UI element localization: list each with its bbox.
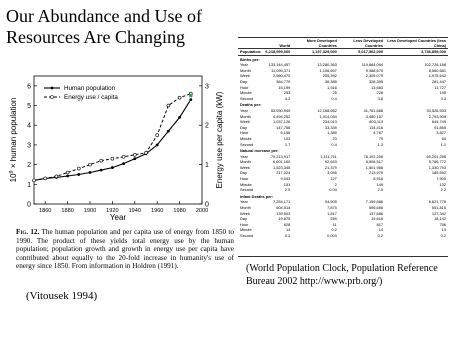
left-tick-label: 5 (27, 103, 31, 111)
table-cell: 0.2 (331, 227, 337, 233)
right-tick-label: 3 (205, 83, 209, 91)
table-row-label: Second (240, 95, 254, 101)
table-cell: 3.3 (440, 95, 446, 101)
table-cell: 0.2 (377, 233, 384, 238)
table-cell: 3,046 (327, 170, 337, 176)
table-cell: 149 (376, 181, 384, 187)
table-cell: 15,199 (278, 84, 291, 90)
table-cell: 253 (283, 90, 291, 96)
table-cell: 1,014,054 (319, 113, 337, 119)
table-cell: 2.2 (440, 187, 446, 193)
table-cell: 1,106,697 (319, 67, 337, 73)
table-cell: 0.2 (440, 233, 446, 238)
right-tick-label: 0 (205, 201, 209, 209)
table-row-label: Year (240, 199, 248, 205)
population-point (89, 171, 92, 174)
table-row-label: Year (240, 107, 248, 113)
table-cell: 9,043 (280, 176, 291, 182)
table-cell: 1.3 (377, 141, 384, 147)
table-cell: 4,494,252 (272, 113, 291, 119)
table-row-label: Minute (240, 181, 252, 187)
source-note: (World Population Clock, Population Reference Bureau 2002 http://www.prb.org/) (246, 263, 438, 287)
table-cell: 6,621,776 (428, 199, 446, 205)
table-row-label: Minute (240, 90, 252, 96)
table-row-label: Day (240, 216, 247, 222)
table-cell: 119,864,094 (361, 62, 384, 68)
table-cell: 281,447 (431, 78, 446, 84)
table-cell: 4,767 (373, 130, 384, 136)
table-cell: 102,726,168 (424, 62, 446, 68)
table-cell: 151 (283, 181, 291, 187)
table-row-label: Week (240, 73, 250, 79)
table-cell: 2,793,909 (428, 113, 446, 119)
table-cell: 228 (376, 90, 384, 96)
legend-label-population: Human population (64, 85, 116, 92)
left-axis-label (9, 98, 18, 183)
table-cell: 2,560,470 (272, 73, 291, 79)
table-cell: 0.04 (329, 187, 337, 193)
population-point (122, 162, 125, 165)
table-cell: 7,900 (436, 176, 446, 182)
table-column-header: More Developed Countries (292, 38, 339, 49)
population-row (238, 49, 448, 56)
population-point (100, 169, 103, 172)
table-cell: 147,756 (276, 124, 291, 130)
citation: (Vitousek 1994) (26, 290, 98, 302)
table-column-header: World (263, 38, 292, 49)
table-cell: 14 (378, 227, 384, 233)
section-title: Births per: (240, 56, 260, 62)
table-cell: 604,514 (276, 205, 291, 211)
table-cell: 234,013 (322, 119, 337, 125)
table-cell: 6,601,160 (272, 159, 291, 165)
table-cell: 13,280,363 (317, 62, 337, 68)
table-row-label: Month (240, 205, 251, 211)
table-cell: 803,113 (369, 119, 384, 125)
table-cell: 817 (376, 221, 384, 227)
table-cell: 2.5 (284, 187, 291, 193)
table-cell: 127 (330, 176, 337, 182)
left-tick-label: 2 (27, 162, 31, 170)
table-cell: 1.1 (440, 141, 446, 147)
table-cell: 6,508,517 (365, 159, 384, 165)
highlight-marker (189, 94, 193, 98)
chart-legend (44, 85, 118, 101)
table-cell: 1,523,345 (272, 164, 291, 170)
table-cell: 7,159,666 (365, 199, 384, 205)
table-cell: 13 (441, 227, 446, 233)
table-cell: 79,213,917 (270, 153, 291, 159)
table-cell: 213,979 (368, 170, 384, 176)
energy-point (66, 171, 69, 174)
table-cell: 1,197,329,000 (292, 49, 339, 56)
table-cell: 19,875 (278, 216, 291, 222)
population-point (133, 157, 136, 160)
population-point (77, 173, 80, 176)
population-clock-table (238, 37, 448, 257)
x-tick-label: 1940 (128, 208, 142, 214)
x-tick-label: 2000 (195, 208, 209, 214)
table-cell: 1.7 (284, 141, 291, 147)
caption-figure-label: Fig. 12. (16, 228, 40, 236)
table-row-label: Year (240, 62, 248, 68)
table-cell: 5,766,772 (428, 159, 446, 165)
table-cell: 18,142 (434, 216, 446, 222)
left-axis-label-text: × human population (9, 97, 18, 171)
x-axis-label: Year (109, 213, 127, 220)
table-cell: 1,516 (327, 84, 337, 90)
table-cell: 1,975,542 (428, 73, 446, 79)
table-cell: 8,560,681 (428, 67, 446, 73)
left-axis-label-base: 10 (9, 173, 18, 183)
energy-point (44, 177, 47, 180)
x-tick-label: 1880 (61, 208, 74, 214)
table-cell: 551,815 (431, 205, 446, 211)
section-title: Infant Deaths per: (240, 193, 274, 199)
table-header-row (238, 38, 448, 49)
table-cell: 756 (439, 221, 446, 227)
table-cell: 19,616 (371, 216, 384, 222)
table-row-label: Month (240, 159, 251, 165)
figure-caption (16, 228, 234, 271)
left-tick-label: 0 (27, 201, 31, 209)
table-cell: 33,339 (324, 124, 337, 130)
table-cell: 114,416 (369, 124, 384, 130)
table-cell: 3,827 (436, 130, 446, 136)
table-cell: 1,037,126 (272, 119, 291, 125)
table-section-header (238, 193, 448, 200)
section-title: Deaths per: (240, 102, 262, 108)
table-cell: 195 (439, 90, 446, 96)
table-cell: 1,501,966 (365, 164, 384, 170)
energy-point (178, 96, 181, 99)
table-cell: 189,592 (431, 170, 446, 176)
table-cell: 328,395 (368, 78, 384, 84)
population-point (167, 130, 170, 133)
table-row-label: Month (240, 67, 251, 73)
table-cell: 0.2 (284, 233, 291, 238)
table-cell: 91,855 (434, 124, 446, 130)
table-cell: 2,305,079 (365, 73, 384, 79)
table-cell: 137,686 (368, 210, 384, 216)
table-row-label: Second (240, 141, 254, 147)
energy-point (89, 163, 92, 166)
x-tick-label: 1900 (83, 208, 97, 214)
table-row-label: Week (240, 210, 250, 216)
table-cell: 103 (283, 135, 291, 141)
table-cell: 25 (332, 90, 337, 96)
table-cell: 0.4 (331, 95, 337, 101)
table-cell: 5,017,562,000 (339, 49, 385, 56)
population-point (111, 166, 114, 169)
energy-point (100, 159, 103, 162)
table-row-label: Day (240, 170, 247, 176)
table-cell: 41,761,688 (363, 107, 384, 113)
energy-point (133, 153, 136, 156)
x-tick-label: 1860 (38, 208, 52, 214)
table-cell: 6,218,999,000 (265, 49, 291, 54)
table-section-header (238, 101, 448, 108)
table-row-label: Population: (240, 49, 262, 54)
table-cell: 14 (285, 227, 291, 233)
population-table (238, 38, 448, 239)
table-cell: 64 (441, 135, 446, 141)
table-cell: 69,201,256 (426, 153, 446, 159)
table-cell: 94,505 (324, 199, 337, 205)
right-tick-label: 2 (205, 122, 209, 130)
table-row-label: Hour (240, 221, 249, 227)
table-cell: 36,385 (324, 78, 337, 84)
table-column-header: Less Developed Countries (339, 38, 385, 49)
energy-point (77, 167, 80, 170)
table-cell: 11,727 (434, 84, 446, 90)
table-cell: 1,111,711 (320, 153, 337, 159)
table-row-label: Week (240, 119, 250, 125)
population-point (66, 175, 69, 178)
table-cell: 2 (334, 181, 337, 187)
x-tick-label: 1980 (173, 208, 186, 214)
table-row-label: Day (240, 124, 247, 130)
table-cell: 9,988,675 (365, 67, 384, 73)
right-tick-label: 1 (205, 162, 209, 170)
table-cell: 8,916 (373, 176, 384, 182)
table-cell: 3,736,859,000 (385, 49, 448, 56)
table-cell: 644,749 (431, 119, 446, 125)
table-cell: 23 (332, 135, 337, 141)
table-cell: 255,392 (322, 73, 337, 79)
table-cell: 33,526,933 (426, 107, 446, 113)
table-cell: 21,379 (324, 164, 337, 170)
table-row-label: Minute (240, 135, 252, 141)
table-cell: 139,503 (276, 210, 291, 216)
legend-marker-population (51, 87, 54, 90)
table-cell: 364,779 (276, 78, 291, 84)
table-cell: 1,817 (327, 210, 337, 216)
chart-series (33, 92, 193, 182)
table-row-label: Second (240, 187, 254, 193)
plot-frame (34, 76, 202, 204)
table-cell: 2.5 (377, 187, 384, 193)
table-column-header: Less Developed Countries (less China) (385, 38, 448, 49)
table-cell: 3,480,157 (365, 113, 384, 119)
table-cell: 13,683 (371, 84, 384, 90)
table-row-label: Hour (240, 176, 249, 182)
table-cell: 0.003 (327, 233, 337, 238)
table-body (238, 49, 448, 239)
table-cell: 12,168,652 (317, 107, 337, 113)
table-cell: 1,330,793 (428, 164, 446, 170)
energy-point (33, 179, 36, 182)
table-row (238, 233, 448, 239)
x-tick-label: 1960 (150, 208, 164, 214)
left-tick-label: 1 (27, 181, 31, 189)
table-cell: 133,144,457 (268, 62, 291, 68)
x-tick-label: 1920 (106, 208, 119, 214)
table-cell: 78,102,206 (363, 153, 384, 159)
table-column-header (238, 38, 263, 49)
table-cell: 259 (330, 216, 337, 222)
table-cell: 217,024 (276, 170, 291, 176)
population-point (156, 144, 159, 147)
energy-point (55, 175, 58, 178)
table-cell: 132 (439, 181, 446, 187)
table-row-label: Hour (240, 84, 249, 90)
caption-text: The human population and per capita use of energy from 1850 to 1990. The product of these yields total energy use by the human population; population growth and growth in energy use per capita have contributed about equally to the 20-fold increase in humanity's use of energy since 1850. From information in Holdren (1991). (16, 228, 234, 271)
left-axis-label-exponent: 9 (9, 170, 15, 174)
energy-point (167, 104, 170, 107)
slide-title: Our Abundance and Use of Resources Are Changing (6, 6, 202, 47)
population-point (189, 98, 192, 101)
table-cell: 1,389 (327, 130, 337, 136)
table-row-label: Month (240, 113, 251, 119)
table-cell: 11 (332, 221, 337, 227)
table-row-label: Week (240, 164, 250, 170)
right-axis-label: Energy use per capita (kW) (215, 91, 224, 189)
table-cell: 7,875 (327, 205, 337, 211)
energy-point (111, 157, 114, 160)
table-row-label: Minute (240, 227, 252, 233)
energy-point (145, 151, 148, 154)
table-cell: 3.8 (377, 95, 384, 101)
table-cell: 79 (378, 135, 384, 141)
energy-point (156, 134, 159, 137)
section-title: Natural increase per: (240, 148, 279, 154)
table-row-label: Second (240, 233, 254, 238)
table-row-label: Day (240, 78, 247, 84)
table-cell: 6,156 (280, 130, 291, 136)
table-cell: 92,643 (324, 159, 337, 165)
table-row-label: Year (240, 153, 248, 159)
left-tick-label: 6 (27, 83, 31, 91)
table-cell: 11,095,371 (271, 67, 291, 73)
chart-axes (34, 76, 202, 204)
left-tick-label: 4 (27, 122, 31, 130)
energy-point (122, 155, 125, 158)
table-section-header (238, 147, 448, 154)
table-cell: 0.4 (331, 141, 337, 147)
table-cell: 53,930,940 (270, 107, 291, 113)
legend-marker-energy (51, 96, 54, 99)
table-section-header (238, 55, 448, 62)
legend-label-energy: Energy use / capita (64, 94, 118, 101)
table-row-label: Hour (240, 130, 249, 136)
table-cell: 127,342 (431, 210, 446, 216)
table-cell: 828 (283, 221, 291, 227)
chart-labels (9, 91, 224, 220)
table-cell: 7,254,171 (272, 199, 291, 205)
table-cell: 4.2 (284, 95, 291, 101)
table-cell: 596,656 (368, 205, 384, 211)
chart-ticks (27, 83, 209, 214)
population-energy-chart (6, 60, 231, 220)
population-point (178, 116, 181, 119)
left-tick-label: 3 (27, 142, 31, 150)
